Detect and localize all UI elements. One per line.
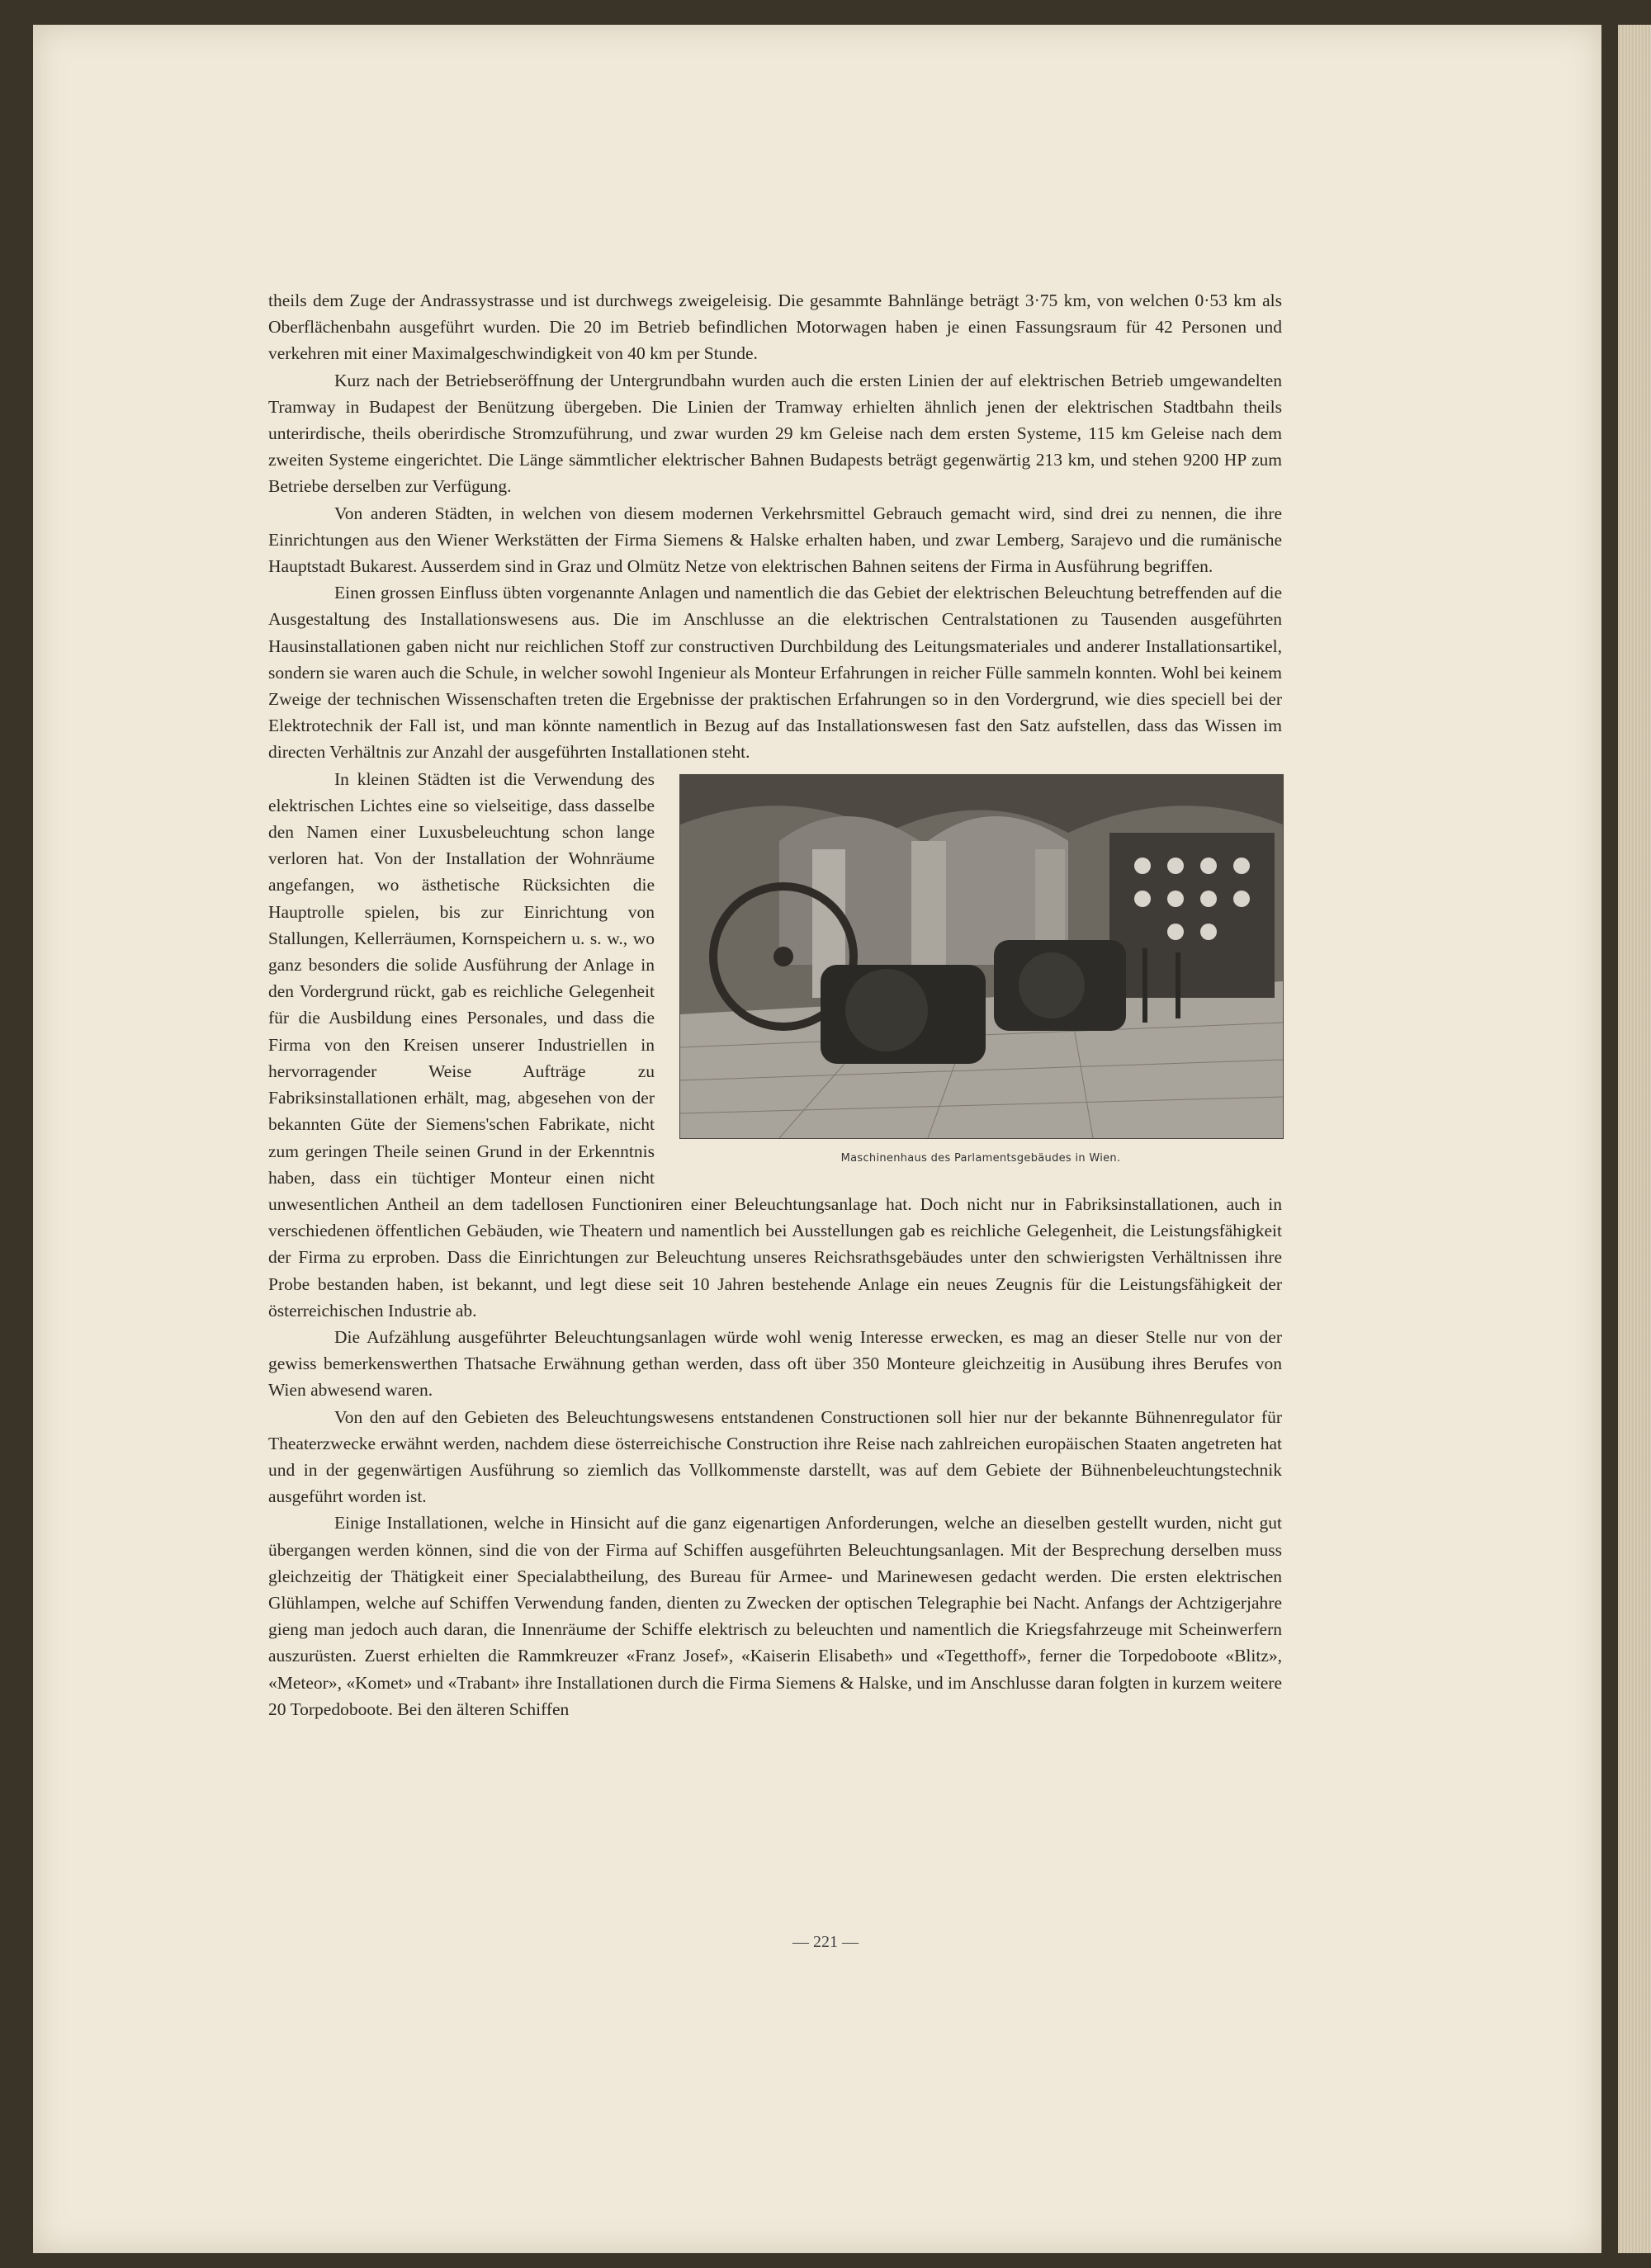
figure-caption: Maschinenhaus des Parlamentsgebäudes in Wien. <box>840 1151 1121 1165</box>
page-edge <box>1618 25 1651 2253</box>
paragraph: Kurz nach der Betriebseröffnung der Untergrundbahn wurden auch die ersten Linien der auf elektrischen Betrieb umgewandelten Tramway in Budapest der Benützung übergeben. Die Linien der Tramway erhielten ähnlich jenen der elektrischen Stadtbahn theils unterirdische, theils oberirdische Stromzuführung, und zwar wurden 29 km Geleise nach dem ersten Systeme, 115 km Geleise nach dem zweiten Systeme eingerichtet. Die Länge sämmtlicher elektrischer Bahnen Budapests beträgt gegenwärtig 213 km, und stehen 9200 HP zum Betriebe derselben zur Verfügung. <box>268 370 1282 497</box>
page-number: — 221 — <box>792 1933 859 1951</box>
paragraph: Einen grossen Einfluss übten vorgenannte Anlagen und namentlich die das Gebiet der elektrischen Beleuchtung betreffenden auf die Ausgestaltung des Installationswesens aus. Die im Anschlusse an die elektrischen Centralstationen zu Tausenden ausgeführten Hausinstallationen gaben nicht nur reichlichen Stoff zur constructiven Durchbildung des Leitungsmateriales und anderer Installationsartikel, sondern sie waren auch die Schule, in welcher sowohl Ingenieur als Monteur Erfahrungen in reicher Fülle sammeln konnten. Wohl bei keinem Zweige der technischen Wissenschaften treten die Ergebnisse der praktischen Erfahrungen so in den Vordergrund, wie dies speciell bei der Elektrotechnik der Fall ist, und man könnte namentlich in Bezug auf das Installationswesen fast den Satz aufstellen, dass das Wissen im directen Verhältnis zur Anzahl der ausgeführten Installationen steht. <box>268 583 1282 763</box>
machine-hall-photo <box>679 774 1284 1139</box>
paragraph: Von anderen Städten, in welchen von diesem modernen Verkehrsmittel Gebrauch gemacht wird, sind drei zu nennen, die ihre Einrichtungen aus den Wiener Werkstätten der Firma Siemens & Halske erhalten haben, und zwar Lemberg, Sarajevo und die rumänische Hauptstadt Bukarest. Ausserdem sind in Graz und Olmütz Netze von elektrischen Bahnen seitens der Firma in Ausführung begriffen. <box>268 503 1282 577</box>
main-text <box>268 287 1282 1722</box>
paragraph: Von den auf den Gebieten des Beleuchtungswesens entstandenen Constructionen soll hier nur der bekannte Bühnenregulator für Theaterzwecke erwähnt werden, nachdem diese österreichische Construction ihre Reise nach zahlreichen europäischen Staaten angetreten hat und in der gegenwärtigen Ausführung so ziemlich das Vollkommenste darstellt, was auf dem Gebiete der Bühnenbeleuchtungstechnik ausgeführt worden ist. <box>268 1406 1282 1507</box>
paragraph: Einige Installationen, welche in Hinsicht auf die ganz eigenartigen Anforderungen, welche an dieselben gestellt wurden, nicht gut übergangen werden können, sind die von der Firma auf Schiffen ausgeführten Beleuchtungsanlagen. Mit der Besprechung derselben muss gleichzeitig der Thätigkeit einer Specialabtheilung, des Bureau für Armee- und Marinewesen gedacht werden. Die ersten elektrischen Glühlampen, welche auf Schiffen Verwendung fanden, dienten zu Zwecken der optischen Telegraphie bei Nacht. Anfangs der Achtzigerjahre gieng man jedoch auch daran, die Innenräume der Schiffe elektrisch zu beleuchten und namentlich die Kriegsfahrzeuge mit Scheinwerfern auszurüsten. Zuerst erhielten die Rammkreuzer «Franz Josef», «Kaiserin Elisabeth» und «Tegetthoff», ferner die Torpedoboote «Blitz», «Meteor», «Komet» und «Trabant» ihre Installationen durch die Firma Siemens & Halske, und im Anschlusse daran folgten in kurzem weitere 20 Torpedoboote. Bei den älteren Schiffen <box>268 1513 1282 1719</box>
paragraph: theils dem Zuge der Andrassystrasse und ist durchwegs zweigeleisig. Die gesammte Bahnlänge beträgt 3·75 km, von welchen 0·53 km als Oberflächenbahn ausgeführt wurden. Die 20 im Betrieb befindlichen Motorwagen haben je einen Fassungsraum für 42 Personen und verkehren mit einer Maximalgeschwindigkeit von 40 km per Stunde. <box>268 291 1282 364</box>
paragraph-wrapping-figure: In kleinen Städten ist die Verwendung des elektrischen Lichtes eine so vielseitige, dass dasselbe den Namen einer Luxusbeleuchtung schon lange verloren hat. Von der Installation der Wohnräume angefangen, wo ästhetische Rücksichten die Hauptrolle spielen, bis zur Einrichtung von Stallungen, Kellerräumen, Kornspeichern u. s. w., wo ganz besonders die solide Ausführung der Anlage in den Vordergrund rückt, gab es reichliche Gelegenheit für die Ausbildung eines Personales, und dass die Firma von den Kreisen unserer Industriellen in hervorragender Weise Aufträge zu Fabriksinstallationen erhält, mag, abgesehen von der bekannten Güte der Siemens'schen Fabrikate, nicht zum geringen Theile seinen Grund in der Erkenntnis haben, dass ein tüchtiger Monteur einen nicht unwesentlichen Antheil an dem tadellosen Functioniren einer Beleuchtungsanlage hat. Doch nicht nur in Fabriksinstallationen, auch in verschiedenen öffentlichen Gebäuden, wie Theatern und namentlich bei Ausstellungen gab es reichliche Gelegenheit, die Leistungsfähigkeit der Firma zu erproben. Dass die Einrichtungen zur Beleuchtung unseres Reichsrathsgebäudes unter den schwierigsten Verhältnissen ihre Probe bestanden haben, ist bekannt, und legt diese seit 10 Jahren bestehende Anlage ein neues Zeugnis für die Leistungsfähigkeit der österreichischen Industrie ab. <box>268 768 1282 1321</box>
figure <box>679 774 1282 1167</box>
paragraph: Die Aufzählung ausgeführter Beleuchtungsanlagen würde wohl wenig Interesse erwecken, es mag an dieser Stelle nur von der gewiss bemerkenswerthen Thatsache Erwähnung gethan werden, dass oft über 350 Monteure gleichzeitig in Ausübung ihres Berufes von Wien abwesend waren. <box>268 1326 1282 1401</box>
